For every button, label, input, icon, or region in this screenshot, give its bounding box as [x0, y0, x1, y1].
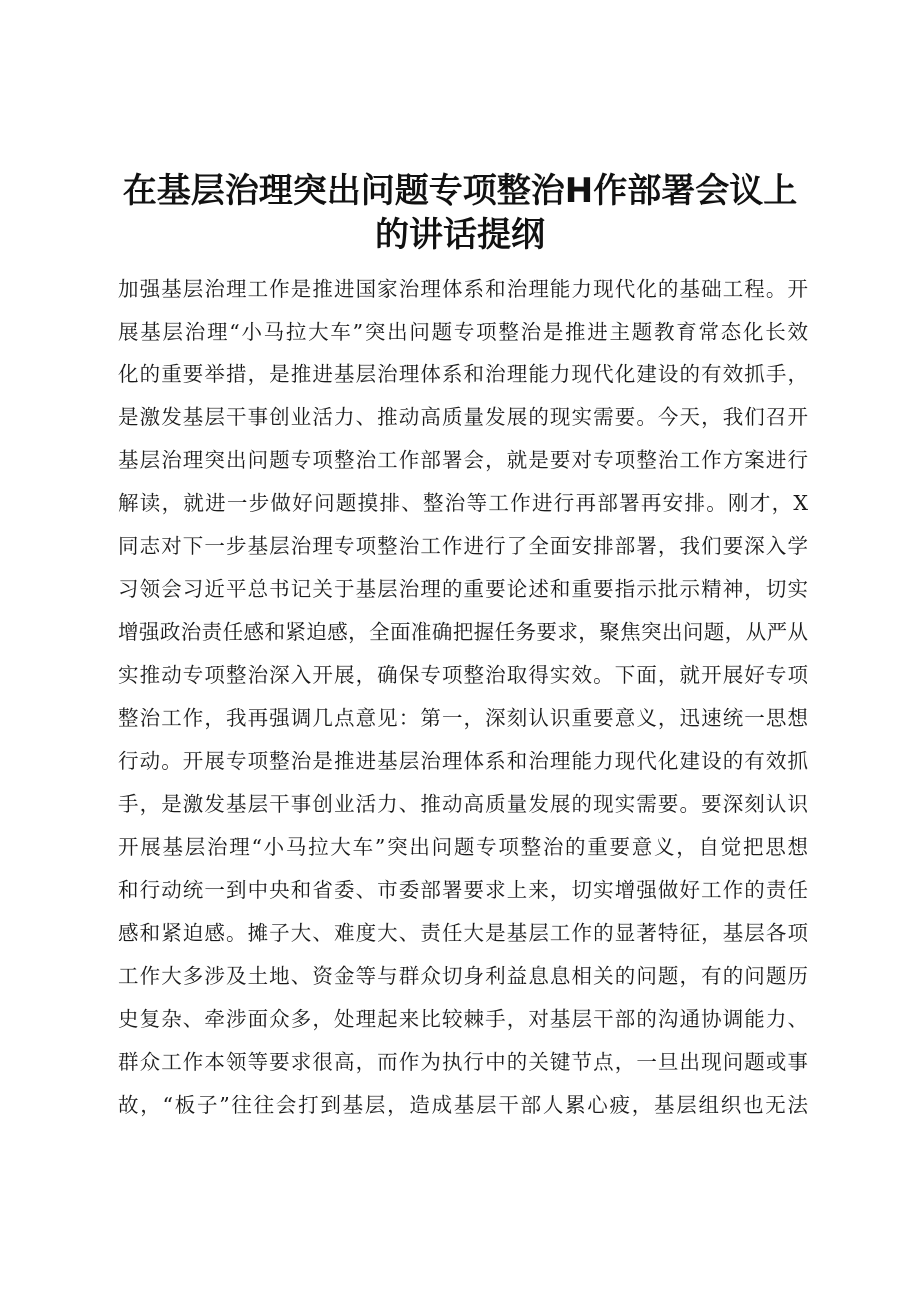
- body-line: 实推动专项整治深入开展，确保专项整治取得实效。下面，就开展好专项: [118, 663, 808, 687]
- body-line: 增强政治责任感和紧迫感，全面准确把握任务要求，聚焦突出问题，从严从: [118, 620, 808, 644]
- body-line: 手，是激发基层干事创业活力、推动高质量发展的现实需要。要深刻认识: [118, 792, 808, 816]
- body-line: 史复杂、牵涉面众多，处理起来比较棘手，对基层干部的沟通协调能力、: [118, 1007, 808, 1031]
- body-line: 展基层治理“小马拉大车”突出问题专项整治是推进主题教育常态化长效: [118, 320, 808, 344]
- body-line: 是激发基层干事创业活力、推动高质量发展的现实需要。今天，我们召开: [118, 405, 808, 429]
- body-line: 习领会习近平总书记关于基层治理的重要论述和重要指示批示精神，切实: [118, 577, 808, 601]
- body-line: 同志对下一步基层治理专项整治工作进行了全面安排部署，我们要深入学: [118, 534, 808, 558]
- body-line: 化的重要举措，是推进基层治理体系和治理能力现代化建设的有效抓手，: [118, 362, 808, 386]
- body-line: 故，“板子”往往会打到基层，造成基层干部人累心疲，基层组织也无法: [118, 1093, 808, 1117]
- document-title-line-1: 在基层治理突出问题专项整治H作部署会议上: [122, 171, 798, 211]
- body-line: 行动。开展专项整治是推进基层治理体系和治理能力现代化建设的有效抓: [118, 749, 808, 773]
- body-line: 开展基层治理“小马拉大车”突出问题专项整治的重要意义，自觉把思想: [118, 835, 808, 859]
- body-line: 感和紧迫感。摊子大、难度大、责任大是基层工作的显著特征，基层各项: [118, 921, 808, 945]
- body-line: 群众工作本领等要求很高，而作为执行中的关键节点，一旦出现问题或事: [118, 1050, 808, 1074]
- document-title-line-2: 的讲话提纲: [375, 215, 545, 255]
- body-line: 加强基层治理工作是推进国家治理体系和治理能力现代化的基础工程。开: [118, 277, 808, 301]
- body-line: 解读，就进一步做好问题摸排、整治等工作进行再部署再安排。刚才，X: [118, 491, 808, 515]
- body-line: 整治工作，我再强调几点意见：第一，深刻认识重要意义，迅速统一思想: [118, 706, 808, 730]
- body-line: 基层治理突出问题专项整治工作部署会，就是要对专项整治工作方案进行: [118, 448, 808, 472]
- body-line: 工作大多涉及土地、资金等与群众切身利益息息相关的问题，有的问题历: [118, 964, 808, 988]
- body-line: 和行动统一到中央和省委、市委部署要求上来，切实增强做好工作的责任: [118, 878, 808, 902]
